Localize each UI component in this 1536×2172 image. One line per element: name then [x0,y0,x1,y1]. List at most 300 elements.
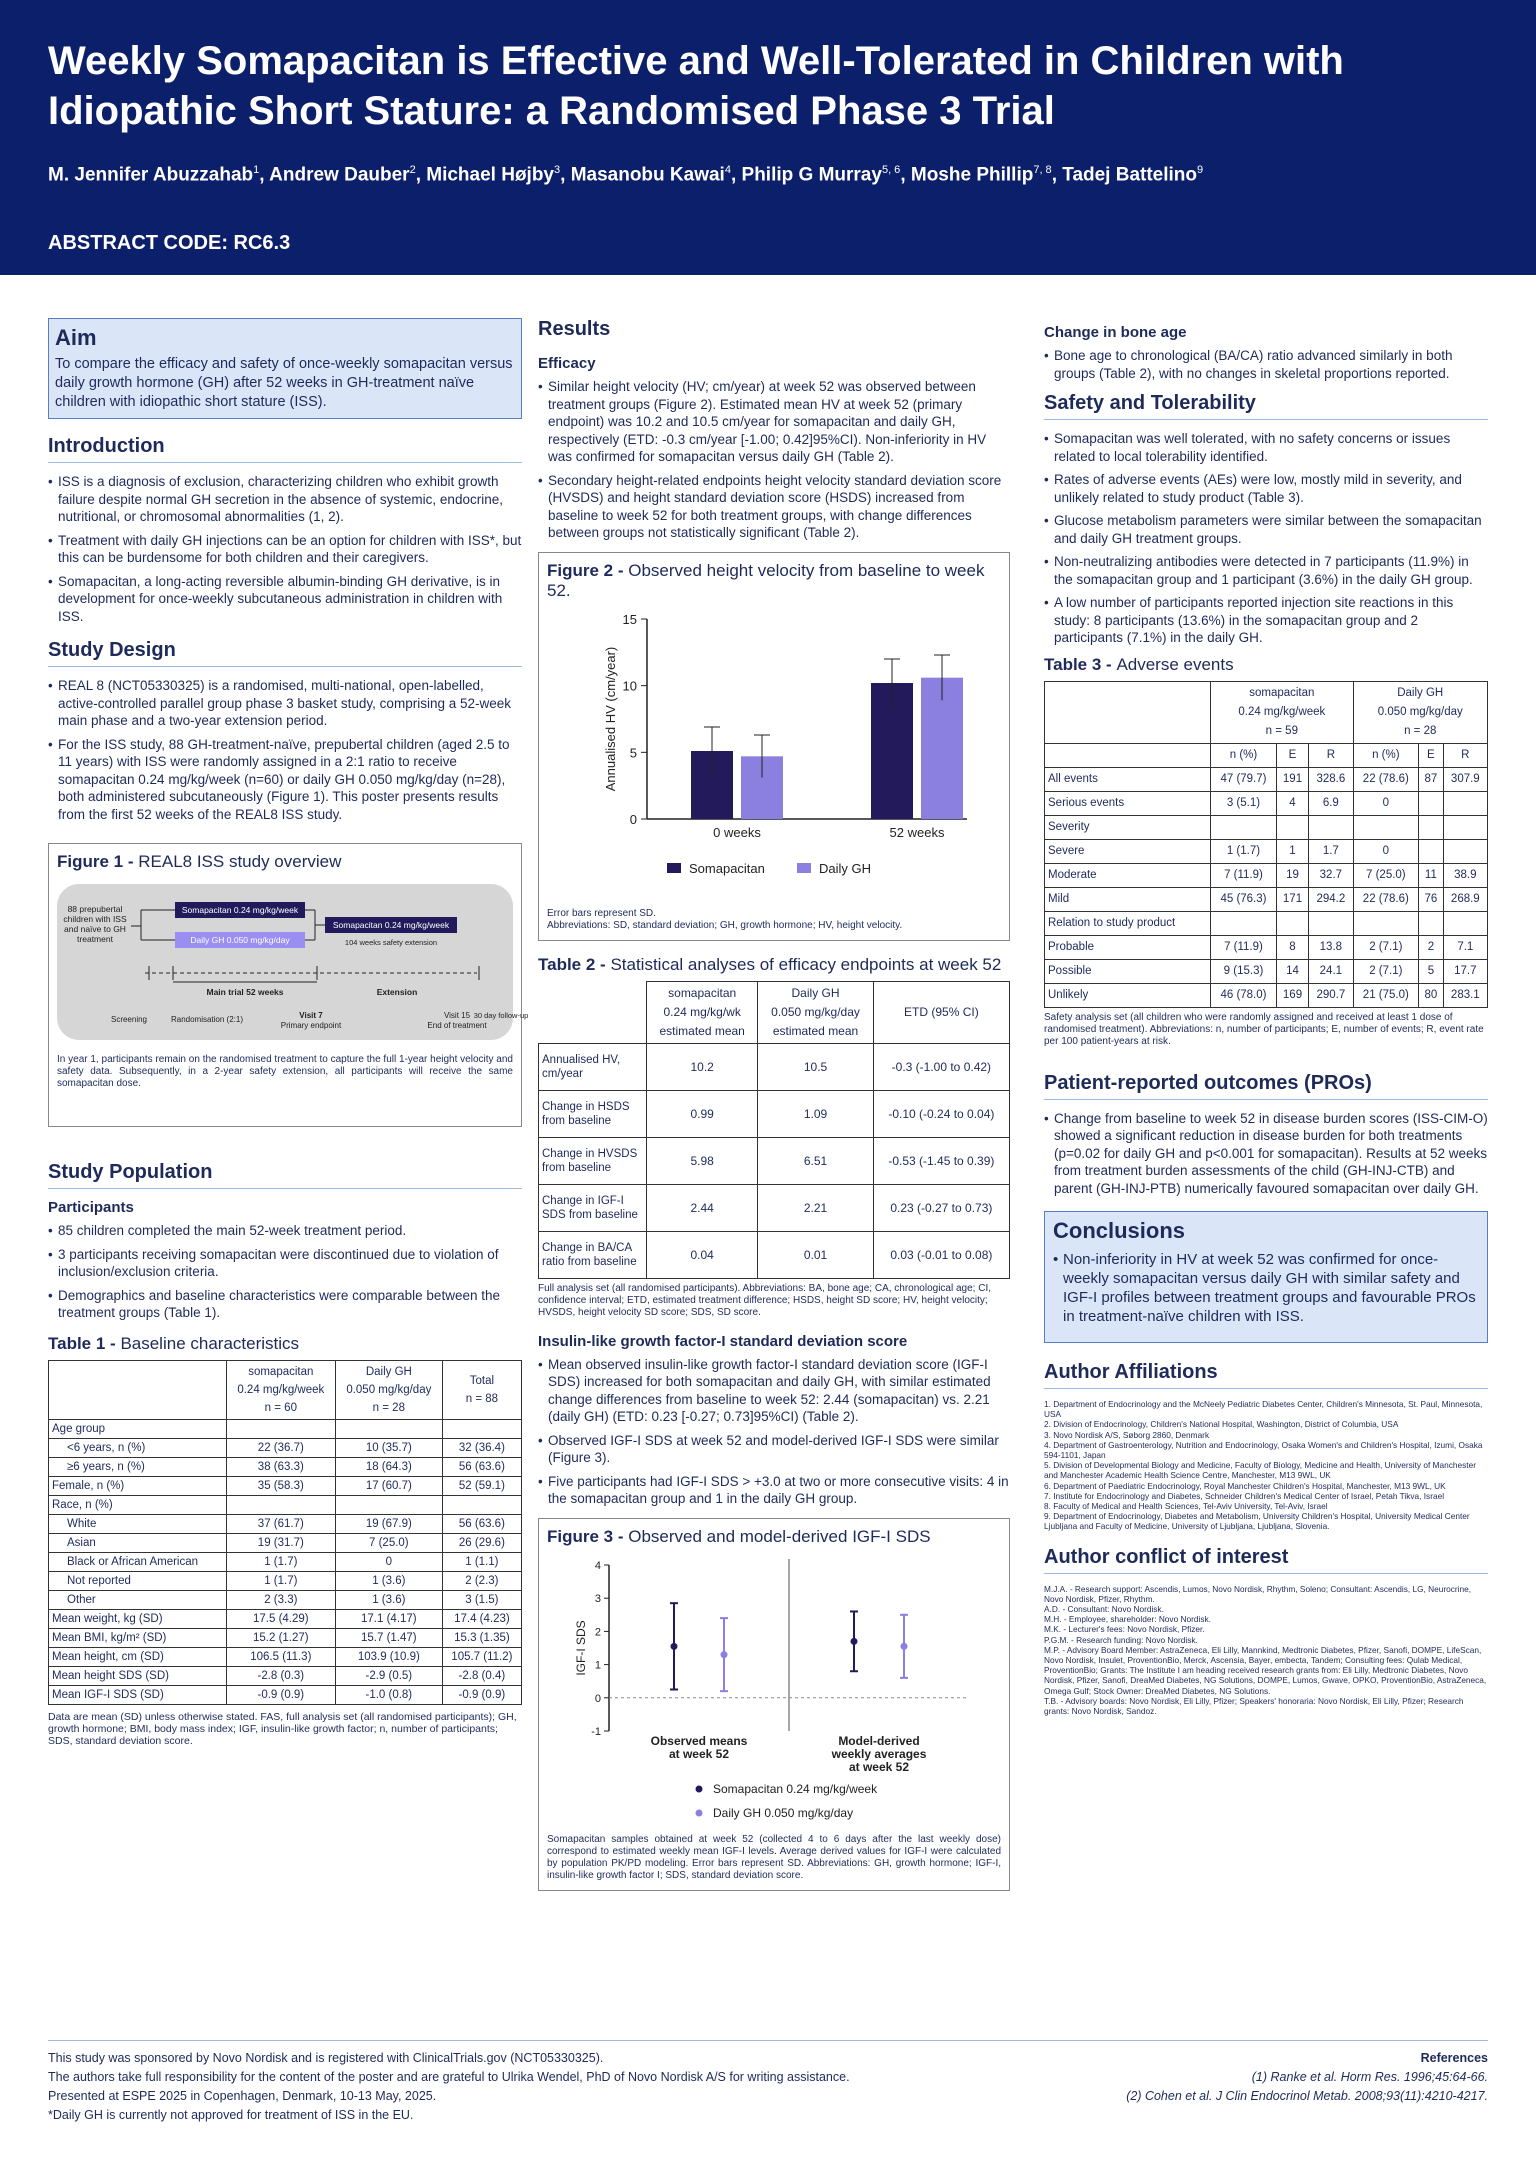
author-name: Tadej Battelino [1062,164,1198,186]
table-head-cell: n = 28 [1404,724,1437,737]
data-point [901,1642,908,1649]
author-sup: 9 [1197,164,1204,176]
table-cell: 3 (1.5) [442,1590,521,1609]
table-cell [1353,911,1419,935]
figure-1-caption: In year 1, participants remain on the randomised treatment to capture the full 1-year height velocity and safety data. Subsequently, in a 2-year safety extension, all participants will receive the same somapacitan dose. [57,1054,513,1089]
references-heading: References [1420,2051,1488,2065]
table-cell [1276,911,1308,935]
footer-line: The authors take full responsibility for the content of the poster and are grateful to Ulrika Wendel, PhD of Novo Nordisk A/S for writing assistance. [48,2070,850,2084]
table-cell: -2.8 (0.3) [226,1666,335,1685]
author-name: Moshe Phillip [910,164,1034,186]
table-cell [1443,815,1487,839]
table-cell [1276,815,1308,839]
table-row [49,1628,522,1647]
affiliation-item: 4. Department of Gastroenterology, Nutrition and Endocrinology, Osaka Women's and Children's Hospital, Izumi, Osaka 594-1101, Japan [1044,1439,1483,1461]
table-cell: 2 [1419,935,1444,959]
table-cell: 2.21 [758,1184,873,1231]
table-cell: -2.8 (0.4) [442,1666,521,1685]
table-cell [226,1495,335,1514]
table-cell [1419,791,1444,815]
table-cell: 10 (35.7) [335,1438,442,1457]
table-cell: 7 (25.0) [1353,863,1419,887]
table-cell: Age group [49,1419,227,1438]
table-head-cell: somapacitan [1249,686,1315,699]
table-cell: 22 (36.7) [226,1438,335,1457]
table-row [1045,863,1488,887]
table-cell: 8 [1276,935,1308,959]
y-tick-label: 0 [629,811,637,827]
table-cell: 26 (29.6) [442,1533,521,1552]
table-cell: Change in HSDS from baseline [539,1090,647,1137]
bullet-item: • Somapacitan, a long-acting reversible albumin-binding GH derivative, is in development for once-weekly subcutaneous administration in children with ISS. [48,573,522,626]
table-cell: Unlikely [1045,983,1211,1007]
table-cell: -0.3 (-1.00 to 0.42) [873,1043,1009,1090]
conclusions-heading: Conclusions [1053,1218,1186,1243]
table-cell: 46 (78.0) [1211,983,1277,1007]
author-name: Masanobu Kawai [570,164,725,186]
table-cell: 7 (11.9) [1211,863,1277,887]
table-3-note: Safety analysis set (all children who were randomly assigned and received at least 1 dose of randomised treatment). Abbreviations: n, number of participants; E, number of events; R, event rate per 100 patient-years at risk. [1044,1011,1484,1047]
table-cell: 1 [1276,839,1308,863]
bone-bullet: • Bone age to chronological (BA/CA) ratio advanced similarly in both groups (Table 2), with no changes in skeletal proportions reported. [1044,347,1488,382]
coi-list [1044,1584,1488,1717]
table-head-cell: ETD (95% CI) [904,1004,979,1019]
table-cell [442,1495,521,1514]
author-list: M. Jennifer Abuzzahab$^1$, Andrew Dauber$^2$, Michael Højby$^3$, Masanobu Kawai$^4$, Philip G Murray$^{5, 6}$, Moshe Phillip$^{7, 8}$, Tadej Battelino$^9$ [48,164,1204,186]
table-cell: 19 (67.9) [335,1514,442,1533]
table-cell: 0 [1353,791,1419,815]
table-cell: 5 [1419,959,1444,983]
y-tick-label: 1 [594,1659,601,1672]
affiliation-item: 3. Novo Nordisk A/S, Søborg 2860, Denmark [1044,1429,1210,1440]
svg-text:Visit 15: Visit 15 [443,1011,471,1020]
legend-label: Daily GH [819,860,872,876]
safety-list [1044,430,1488,647]
author-sup: 1 [253,164,260,176]
table-cell: Change in BA/CA ratio from baseline [539,1231,647,1278]
table-cell [1309,911,1353,935]
table-cell: 13.8 [1309,935,1353,959]
y-tick-label: 15 [622,611,637,627]
legend-swatch [797,863,811,873]
table-head-cell: R [1443,743,1487,767]
bullet-item: • Demographics and baseline characteristics were comparable between the treatment groups (Table 1). [48,1287,522,1322]
bullet-item: • Rates of adverse events (AEs) were low, mostly mild in severity, and unlikely related to study product (Table 3). [1044,471,1488,506]
aim-text: To compare the efficacy and safety of once-weekly somapacitan versus daily growth hormone (GH) after 52 weeks in GH-treatment naïve children with idiopathic short stature (ISS). [55,356,513,410]
pro-heading: Patient-reported outcomes (PROs) [1044,1072,1488,1100]
table-cell: 10.5 [758,1043,873,1090]
table-cell: 45 (76.3) [1211,887,1277,911]
table-cell: -0.10 (-0.24 to 0.04) [873,1090,1009,1137]
author-name: Michael Højby [426,164,554,186]
figure-2 [538,552,1010,941]
table-cell: Mean BMI, kg/m² (SD) [49,1628,227,1647]
table-cell [442,1419,521,1438]
table-cell: 328.6 [1309,767,1353,791]
table-head-cell: Daily GH [1397,686,1444,699]
conclusions-bullet: • Non-inferiority in HV at week 52 was confirmed for once-weekly somapacitan versus daily GH with similar safety and IGF-I profiles between treatment groups and favourable PROs in treatment-naïve children with ISS. [1053,1250,1479,1326]
table-cell: 1 (1.1) [442,1552,521,1571]
table-cell [1211,815,1277,839]
table-cell: -0.53 (-1.45 to 0.39) [873,1137,1009,1184]
table-head-cell: R [1309,743,1353,767]
table-cell: 76 [1419,887,1444,911]
author-sup: 3 [554,164,561,176]
legend-swatch [667,863,681,873]
table-cell: 7 (11.9) [1211,935,1277,959]
table-cell: Probable [1045,935,1211,959]
table-cell: Mean height SDS (SD) [49,1666,227,1685]
table-cell: 7.1 [1443,935,1487,959]
affiliation-item: 7. Institute for Endocrinology and Diabetes, Schneider Children's Medical Center of Israel, Petah Tikva, Israel [1044,1490,1445,1501]
author-name: Andrew Dauber [269,164,410,186]
table-cell: 0.04 [647,1231,758,1278]
table-cell: 3 (5.1) [1211,791,1277,815]
table-head-cell: n = 59 [1265,724,1298,737]
table-cell: 47 (79.7) [1211,767,1277,791]
table-cell: 0.23 (-0.27 to 0.73) [873,1184,1009,1231]
y-tick-label: -1 [591,1725,601,1738]
bullet-item: • Observed IGF-I SDS at week 52 and model-derived IGF-I SDS were similar (Figure 3). [538,1432,1010,1467]
table-cell: 87 [1419,767,1444,791]
efficacy-heading: Efficacy [538,355,596,372]
bullet-item: • 85 children completed the main 52-week treatment period. [48,1222,522,1240]
table-cell: 38 (63.3) [226,1457,335,1476]
table-cell: 169 [1276,983,1308,1007]
table-row [539,1231,1010,1278]
intro-list [48,473,522,625]
svg-text:End of treatment: End of treatment [427,1021,487,1030]
table-2-note: Full analysis set (all randomised participants). Abbreviations: BA, bone age; CA, chronological age; CI, confidence interval; ETD, estimated treatment difference; HSDS, height SD score; HV, height velocity; HVSDS, height velocity SD score; SDS, SD score. [538,1282,992,1318]
table-head-cell: Daily GH [791,985,840,1000]
table-row [49,1666,522,1685]
table-head-cell: somapacitan [248,1365,314,1378]
svg-text:Extension: Extension [376,987,418,997]
igf-heading: Insulin-like growth factor-I standard deviation score [538,1332,908,1350]
table-row [49,1476,522,1495]
references [1126,2049,1488,2106]
svg-text:Screening: Screening [110,1015,148,1024]
results-heading: Results [538,318,611,340]
x-tick-label: Observed means at week 52 [650,1733,748,1761]
table-head-cell: 0.050 mg/kg/day [1377,705,1463,718]
footer-line: Presented at ESPE 2025 in Copenhagen, Denmark, 10-13 May, 2025. [48,2089,437,2103]
table-cell: 32 (36.4) [442,1438,521,1457]
table-head-cell: estimated mean [659,1023,745,1038]
table-cell: 80 [1419,983,1444,1007]
population-list [48,1222,522,1322]
table-cell [1211,911,1277,935]
table-cell: All events [1045,767,1211,791]
table-cell: 17.1 (4.17) [335,1609,442,1628]
reference-2: (2) Cohen et al. J Clin Endocrinol Metab. 2008;93(11):4210-4217. [1126,2089,1488,2103]
table-row [1045,887,1488,911]
abstract-code: ABSTRACT CODE: RC6.3 [48,232,291,254]
reference-1: (1) Ranke et al. Horm Res. 1996;45:64-66. [1251,2070,1488,2084]
poster-footer [48,2040,1488,2125]
legend-label: Daily GH 0.050 mg/kg/day [713,1805,854,1820]
table-cell: 171 [1276,887,1308,911]
table-head-cell: 0.24 mg/kg/week [1238,705,1326,718]
table-row [1045,815,1488,839]
bullet-item: • Treatment with daily GH injections can be an option for children with ISS*, but this can be burdensome for both children and their caregivers. [48,532,522,567]
table-row [1045,959,1488,983]
table-row [49,1590,522,1609]
table-row [49,1457,522,1476]
table-cell: 0 [1353,839,1419,863]
table-cell: 17.5 (4.29) [226,1609,335,1628]
table-cell: 0 [335,1552,442,1571]
table-row [49,1438,522,1457]
table-cell: 2 (7.1) [1353,959,1419,983]
table-cell: Asian [49,1533,227,1552]
svg-text:Primary endpoint: Primary endpoint [280,1021,342,1030]
table-cell: ≥6 years, n (%) [49,1457,227,1476]
legend-marker [696,1809,703,1816]
table-cell: 2 (3.3) [226,1590,335,1609]
table-head-cell: Daily GH [365,1365,412,1378]
table-cell: Severity [1045,815,1211,839]
table-row [1045,935,1488,959]
table-3 [1044,681,1488,1008]
table-cell: Possible [1045,959,1211,983]
table-row [49,1685,522,1704]
table-cell: Serious events [1045,791,1211,815]
conclusions-box [1044,1211,1488,1343]
table-head-cell: 0.050 mg/kg/day [346,1383,432,1396]
table-cell: Mean weight, kg (SD) [49,1609,227,1628]
table-cell: 21 (75.0) [1353,983,1419,1007]
table-head-cell: E [1419,743,1444,767]
bullet-item: • For the ISS study, 88 GH-treatment-naïve, prepubertal children (aged 2.5 to 11 years) with ISS were randomly assigned in a 2:1 ratio to receive somapacitan 0.24 mg/kg/week (n=60) or daily GH 0.050 mg/kg/day (n=28), both administered subcutaneously (Figure 1). This poster presents results from the first 52 weeks of the REAL8 ISS study. [48,736,522,824]
legend-marker [696,1785,703,1792]
poster-title: Weekly Somapacitan is Effective and Well-Tolerated in Children with Idiopathic Short Stature: a Randomised Phase 3 Trial [48,39,1344,133]
igf-list [538,1356,1010,1508]
table-row [1045,911,1488,935]
affiliation-item: 1. Department of Endocrinology and the McNeely Pediatric Diabetes Center, Children's Minnesota, St. Paul, Minnesota, USA [1044,1399,1483,1420]
table-cell: 11 [1419,863,1444,887]
coi-item: M.J.A. - Research support: Ascendis, Lumos, Novo Nordisk, Rhythm, Soleno; Consultant: Ascendis, LG, Neurocrine, Novo Nordisk, Pfizer, Rhythm. [1044,1583,1472,1604]
table-cell: 1 (3.6) [335,1590,442,1609]
table-cell: 1.09 [758,1090,873,1137]
legend-label: Somapacitan [689,860,765,876]
coi-item: P.G.M. - Research funding: Novo Nordisk. [1044,1634,1198,1645]
table-cell: 9 (15.3) [1211,959,1277,983]
table-1-note: Data are mean (SD) unless otherwise stated. FAS, full analysis set (all randomised participants); GH, growth hormone; BMI, body mass index; IGF, insulin-like growth factor; n, number of participants; SDS, standard deviation score. [48,1710,517,1747]
table-cell: 1.7 [1309,839,1353,863]
bullet-item: • 3 participants receiving somapacitan were discontinued due to violation of inclusion/exclusion criteria. [48,1246,522,1281]
table-cell: 307.9 [1443,767,1487,791]
table-cell: 103.9 (10.9) [335,1647,442,1666]
table-cell: Black or African American [49,1552,227,1571]
table-cell: Severe [1045,839,1211,863]
bullet-item: • Secondary height-related endpoints height velocity standard deviation score (HVSDS) and height standard deviation score (HSDS) increased from baseline to week 52 for both treatment groups, with change differences between groups not statistically significant (Table 2). [538,472,1010,542]
svg-text:Somapacitan 0.24 mg/kg/week: Somapacitan 0.24 mg/kg/week [332,920,450,930]
table-row [49,1609,522,1628]
table-row [49,1571,522,1590]
table-1-title: Table 1 - Baseline characteristics [48,1333,300,1353]
affiliations-heading: Author Affiliations [1044,1361,1488,1389]
column-middle [538,318,1010,1891]
data-point [671,1642,678,1649]
bullet-item: • Five participants had IGF-I SDS > +3.0 at two or more consecutive visits: 4 in the somapacitan group and 1 in the daily GH group. [538,1473,1010,1508]
bullet-item: • Somapacitan was well tolerated, with no safety concerns or issues related to local tolerability identified. [1044,430,1488,465]
table-head-cell: Total [469,1374,495,1387]
table-cell: 6.9 [1309,791,1353,815]
study-overview-diagram [57,878,529,1048]
table-cell [226,1419,335,1438]
table-row [539,1043,1010,1090]
y-tick-label: 10 [622,678,637,694]
table-cell: Change in IGF-I SDS from baseline [539,1184,647,1231]
table-cell: Annualised HV, cm/year [539,1043,647,1090]
table-head-cell: estimated mean [772,1023,859,1038]
table-cell: 17 (60.7) [335,1476,442,1495]
table-cell: Female, n (%) [49,1476,227,1495]
affiliation-item: 9. Department of Endocrinology, Diabetes and Metabolism, University Children's Hospital, University Medical Center Ljubljana and Faculty of Medicine, University of Ljubljana, Ljubljana, Slovenia. [1044,1511,1470,1532]
x-tick-label: 52 weeks [889,824,945,840]
legend-label: Somapacitan 0.24 mg/kg/week [713,1781,878,1796]
svg-text:Main trial 52 weeks: Main trial 52 weeks [206,987,284,997]
table-3-title: Table 3 - Adverse events [1044,654,1234,674]
results-list [538,378,1010,542]
table-cell: -2.9 (0.5) [335,1666,442,1685]
y-tick-label: 3 [594,1592,601,1605]
intro-heading: Introduction [48,435,522,463]
figure-3-title: Figure 3 - Observed and model-derived IGF-I SDS [547,1526,931,1546]
table-cell: 19 [1276,863,1308,887]
table-cell: 283.1 [1443,983,1487,1007]
table-cell: Moderate [1045,863,1211,887]
y-tick-label: 4 [594,1559,601,1572]
figure-2-title: Figure 2 - Observed height velocity from baseline to week 52. [547,560,985,600]
figure-2-note1: Error bars represent SD. [547,907,656,919]
table-cell: 4 [1276,791,1308,815]
table-cell: 14 [1276,959,1308,983]
table-head-cell: 0.050 mg/kg/day [771,1004,860,1019]
table-head-cell: n = 60 [264,1401,297,1414]
table-cell: 19 (31.7) [226,1533,335,1552]
figure-3-note: Somapacitan samples obtained at week 52 (collected 4 to 6 days after the last weekly dose) correspond to estimated weekly mean IGF-I levels. Average derived values for IGF-I were calculated by population PK/PD modeling. Error bars represent SD. Abbreviations: GH, growth hormone; IGF-I, insulin-like growth factor I; SDS, standard deviation score. [547,1833,1001,1881]
bullet-item: • REAL 8 (NCT05330325) is a randomised, multi-national, open-labelled, active-controlled parallel group phase 3 basket study, comprising a 52-week main phase and a two-year extension period. [48,677,522,730]
poster-header [0,0,1536,275]
svg-text:Daily GH 0.050 mg/kg/day: Daily GH 0.050 mg/kg/day [190,935,290,945]
table-cell: 18 (64.3) [335,1457,442,1476]
table-row [1045,983,1488,1007]
table-cell: 22 (78.6) [1353,767,1419,791]
table-cell: -1.0 (0.8) [335,1685,442,1704]
bullet-item: • Similar height velocity (HV; cm/year) at week 52 was observed between treatment groups (Figure 2). Estimated mean HV at week 52 (primary endpoint) was 10.2 and 10.5 cm/year for somapacitan and daily GH, respectively (ETD: -0.3 cm/year [-1.00; 0.42]95%CI). Non-inferiority in HV was confirmed for somapacitan versus daily GH (Table 2). [538,378,1010,466]
table-cell: 5.98 [647,1137,758,1184]
table-2 [538,981,1010,1279]
author-name: M. Jennifer Abuzzahab [48,164,254,186]
table-cell: 24.1 [1309,959,1353,983]
author-sup: 4 [724,164,731,176]
table-cell: 2.44 [647,1184,758,1231]
table-row [49,1552,522,1571]
design-heading: Study Design [48,639,522,667]
table-cell: -0.9 (0.9) [442,1685,521,1704]
table-cell: 0.01 [758,1231,873,1278]
footer-line: *Daily GH is currently not approved for treatment of ISS in the EU. [48,2108,414,2122]
table-cell: 15.3 (1.35) [442,1628,521,1647]
safety-heading: Safety and Tolerability [1044,392,1488,420]
table-row [539,1137,1010,1184]
svg-text:Visit 7: Visit 7 [299,1011,323,1020]
table-cell: 7 (25.0) [335,1533,442,1552]
bullet-item: • Glucose metabolism parameters were similar between the somapacitan and daily GH treatment groups. [1044,512,1488,547]
pro-bullet: • Change from baseline to week 52 in disease burden scores (ISS-CIM-O) showed a significant reduction in disease burden for both treatments (p=0.02 for daily GH and p<0.001 for somapacitan). Results at 52 weeks from treatment burden assessments of the child (GH-INJ-CTB) and parent (GH-INJ-PTB) numerically favoured somapacitan over daily GH. [1044,1110,1488,1198]
table-cell: 0.03 (-0.01 to 0.08) [873,1231,1009,1278]
table-head-cell: n (%) [1353,743,1419,767]
table-cell [335,1419,442,1438]
table-cell: 35 (58.3) [226,1476,335,1495]
table-head-cell: 0.24 mg/kg/week [237,1383,325,1396]
hv-bar-chart [547,607,1001,903]
y-tick-label: 0 [594,1692,601,1705]
author-sup: 2 [409,164,416,176]
table-cell: Other [49,1590,227,1609]
column-left [48,318,529,1747]
affiliation-item: 2. Division of Endocrinology, Children's National Hospital, Washington, District of Columbia, USA [1044,1419,1399,1430]
bullet-item: • Non-neutralizing antibodies were detected in 7 participants (11.9%) in the somapacitan group and 1 participant (3.6%) in the daily GH group. [1044,553,1488,588]
table-cell: 15.2 (1.27) [226,1628,335,1647]
table-row [49,1495,522,1514]
author-name: Philip G Murray [741,164,882,186]
svg-text:30 day follow-up: 30 day follow-up [473,1011,529,1020]
table-cell: 22 (78.6) [1353,887,1419,911]
x-tick-label: Model-derived weekly averages at week 52 [831,1733,927,1774]
author-sup: 5, 6 [881,164,901,176]
table-row [539,1090,1010,1137]
table-row [49,1419,522,1438]
bullet-item: • ISS is a diagnosis of exclusion, characterizing children who exhibit growth failure despite normal GH secretion in the absence of systemic, endocrine, nutritional, or chromosomal abnormalities (1, 2). [48,473,522,526]
coi-heading: Author conflict of interest [1044,1546,1488,1574]
table-cell: 38.9 [1443,863,1487,887]
data-point [721,1651,728,1658]
table-cell: 56 (63.6) [442,1457,521,1476]
x-tick-label: 0 weeks [713,824,761,840]
table-cell: 105.7 (11.2) [442,1647,521,1666]
table-cell: <6 years, n (%) [49,1438,227,1457]
table-cell: Mean height, cm (SD) [49,1647,227,1666]
aim-box [48,318,522,419]
table-cell: Race, n (%) [49,1495,227,1514]
table-cell: 52 (59.1) [442,1476,521,1495]
table-cell: Mild [1045,887,1211,911]
affiliation-item: 8. Faculty of Medical and Health Sciences, Tel-Aviv University, Tel-Aviv, Israel [1044,1501,1328,1512]
table-row [49,1514,522,1533]
y-tick-label: 2 [594,1625,601,1638]
figure-1 [48,843,529,1127]
figure-1-title: Figure 1 - REAL8 ISS study overview [57,852,342,871]
table-head-cell: 0.24 mg/kg/wk [663,1004,741,1019]
table-cell: Change in HVSDS from baseline [539,1137,647,1184]
svg-text:Somapacitan 0.24 mg/kg/week: Somapacitan 0.24 mg/kg/week [181,905,299,915]
table-cell [1419,839,1444,863]
table-1 [48,1360,522,1705]
table-cell: 10.2 [647,1043,758,1090]
table-cell: 0.99 [647,1090,758,1137]
table-head-cell: n = 28 [372,1401,405,1414]
table-cell: 106.5 (11.3) [226,1647,335,1666]
figure-2-note2: Abbreviations: SD, standard deviation; GH, growth hormone; HV, height velocity. [547,919,903,931]
svg-text:Randomisation (2:1): Randomisation (2:1) [170,1015,244,1024]
table-head-cell: n = 88 [465,1392,499,1405]
table-row [49,1533,522,1552]
coi-item: A.D. - Consultant: Novo Nordisk. [1044,1604,1164,1615]
bullet-item: • Mean observed insulin-like growth factor-I standard deviation score (IGF-I SDS) increased for both somapacitan and daily GH, with similar estimated change differences from baseline to week 52: 2.44 (somapacitan) vs. 2.21 (daily GH) (ETD: 0.23 [-0.27; 0.73]95%CI) (Table 2). [538,1356,1010,1426]
